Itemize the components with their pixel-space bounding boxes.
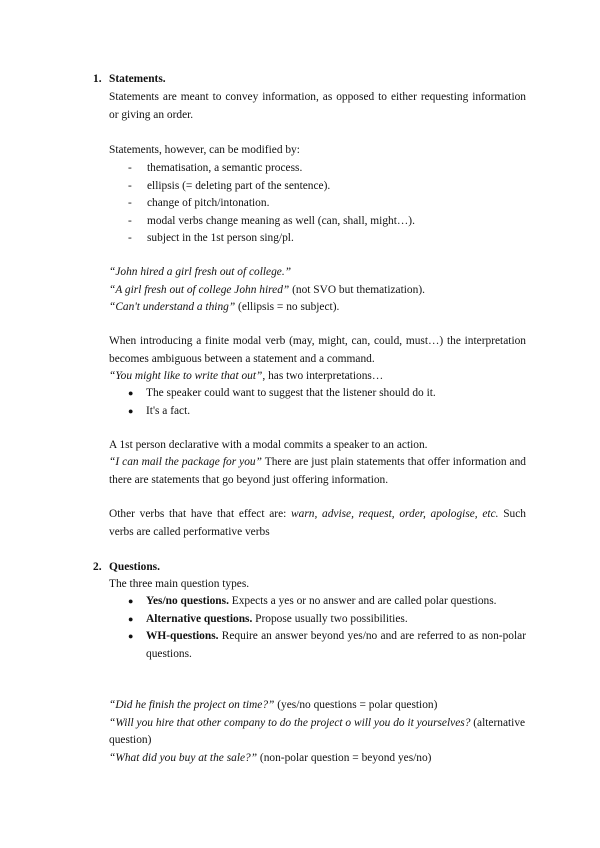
example-line [109,715,526,750]
example-note: (not SVO but thematization). [289,283,425,296]
example-quote: “What did you buy at the sale?” [109,751,258,764]
question-types-list [128,593,526,663]
section-1-number: 1. [93,73,102,85]
declarative-quote: “I can mail the package for you” [109,456,262,468]
example-line [109,264,526,282]
modal-verb-paragraph: When introducing a finite modal verb (may, might, can, could, must…) the interpretation becomes ambiguous between a statement and a command. [109,335,526,365]
section-2-heading [93,559,160,577]
list-item [128,628,526,663]
modal-example-rest: , has two interpretations… [262,370,384,382]
example-line [109,299,526,317]
modal-example-line [109,368,526,386]
list-item: ● It's a fact. [128,403,526,421]
example-quote: “John hired a girl fresh out of college.” [109,266,292,278]
example-note: (non-polar question = beyond yes/no) [257,751,432,764]
example-quote: “Did he finish the project on time?” [109,699,275,711]
list-item [128,593,526,611]
example-note: (alternative question) [109,716,526,747]
list-item [128,611,526,629]
statements-intro: Statements are meant to convey information, as opposed to either requesting information or giving an order. [109,91,526,121]
section-1-title: Statements. [109,73,166,85]
modified-by-text: Statements, however, can be modified by: [109,144,300,156]
example-quote: “Will you hire that other company to do the project o will you do it yourselves? [109,716,471,729]
example-quote: “Can't understand a thing” [109,301,236,314]
question-type-name: Alternative questions. [146,612,253,625]
section-2-number: 2. [93,561,102,573]
performative-paragraph [109,506,526,541]
list-item: - subject in the 1st person sing/pl. [128,230,415,248]
performative-verbs: warn, advise, request, order, apologise, etc. [291,508,499,520]
list-item: - thematisation, a semantic process. [128,160,415,178]
question-type-name: Yes/no questions. [146,595,229,607]
question-type-desc: Require an answer beyond yes/no and are referred to as non-polar questions. [146,630,526,660]
example-quote: “A girl fresh out of college John hired” [109,283,290,296]
modal-example-quote: “You might like to write that out” [109,370,263,382]
list-item: - ellipsis (= deleting part of the sentence). [128,178,415,196]
declarative-example [109,454,526,489]
question-type-desc: Expects a yes or no answer and are called polar questions. [228,595,497,607]
modifiers-list [128,160,415,248]
question-type-name: WH-questions. [146,630,219,643]
example-line [109,282,526,300]
question-examples [109,697,526,767]
declarative-rest: There are just plain statements that offer information and there are statements that go beyond just offering information. [109,456,526,486]
example-line [109,750,526,768]
list-item: - modal verbs change meaning as well (can, shall, might…). [128,213,415,231]
question-type-desc: Propose usually two possibilities. [252,612,408,625]
list-item: - change of pitch/intonation. [128,195,415,213]
example-line [109,697,526,715]
questions-intro: The three main question types. [109,578,250,590]
example-note: (ellipsis = no subject). [235,301,340,314]
declarative-paragraph: A 1st person declarative with a modal commits a speaker to an action. [109,439,428,451]
section-2-title: Questions. [109,561,160,573]
interpretations-list [128,385,526,420]
performative-tail: Such verbs are called performative verbs [109,508,526,538]
list-item: ● The speaker could want to suggest that the listener should do it. [128,385,526,403]
example-note: (yes/no questions = polar question) [274,699,438,711]
statement-examples [109,264,526,317]
section-1-heading [93,71,166,89]
performative-lead: Other verbs that have that effect are: [109,508,292,520]
